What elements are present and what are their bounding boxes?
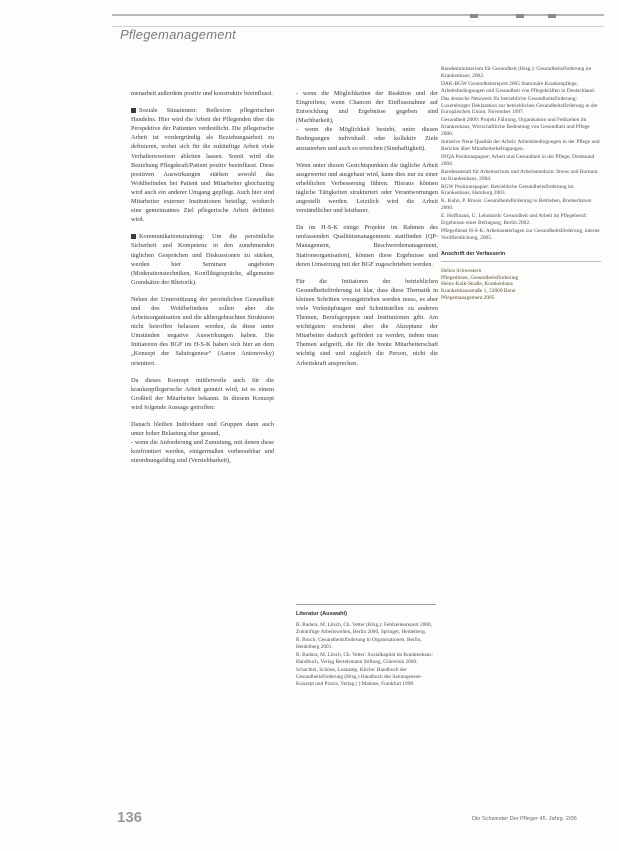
page-number: 136: [117, 809, 143, 826]
paragraph: Danach bleiben Individuen und Gruppen dann auch unter hoher Belastung eher gesund,: [131, 421, 274, 438]
author-heading: Anschrift der Verfasserin: [441, 250, 506, 257]
bullet-square-icon: [131, 234, 136, 239]
reference-item: Bundesministerium für Gesundheit (Hrsg.): Gesundheitsförderung im Krankenhaus, 2002.: [441, 66, 592, 79]
header-mark: [548, 14, 556, 18]
header-mark: [516, 14, 524, 18]
address-line: Heinz-Kalk-Straße, Krankenhaus: [441, 281, 513, 288]
reference-item: BGW Positionspapier: Betriebliche Gesundheitsförderung im Krankenhaus, Hamburg 2003.: [441, 183, 574, 197]
literature-box: [296, 604, 436, 763]
address-line: Krankenhausstraße 1, 53000 Bonn: [441, 288, 516, 295]
literature-heading: Literatur (Auswahl): [296, 611, 347, 617]
author-address: [441, 268, 603, 303]
journal-footer: Die Schwester Der Pfleger 45. Jahrg. 2/06: [472, 816, 577, 822]
literature-item: B. Badura, M. Litsch, Ch. Vetter (Hrsg.): Fehlzeitenreport 2000, Zukünftige Arbeitswelten, Berlin 2000, Springer, Heidelberg.: [296, 622, 432, 635]
address-line: Helios Schwestern: [441, 267, 482, 274]
text-column-right: [441, 66, 603, 302]
paragraph: Für die Initiatoren der betrieblichen Gesundheitsförderung ist klar, dass diese Thematik in kleinen Schritten vorangetrieben werden muss, es aber viele Verknüpfungen und Schnittstellen zu anderen Themen, Berufsgruppen und Institutionen gibt. Am wichtigsten erscheint aber die Akzeptanz der Mitarbeiter dadurch gefördert zu werden, indem man Themen aufgreift, die für die breite Mitarbeiterschaft wichtig sind und zugleich die Person, nicht die Arbeitskraft ansprechen.: [296, 277, 438, 367]
reference-item: Pflegedienst H-S-K: Arbeitsunterlagen zur Gesundheitsförderung, interne Veröffentlichung, 2005.: [441, 227, 600, 241]
author-divider: [441, 261, 601, 262]
reference-item: Gesundheit 2000: Projekt Führung, Organisation und Fehlzeiten im Krankenhaus, Wirtschaftliche Bedeutung von Gesundheit und Pflege 2000.: [441, 117, 590, 138]
reference-list: [441, 66, 603, 242]
header-mark: [470, 14, 478, 18]
reference-item: Initiative Neue Qualität der Arbeit: Arbeitsbedingungen in der Pflege und Berichte über Mitarbeiterbefragungen.: [441, 139, 600, 152]
list-item: - wenn die Möglichkeiten der Reaktion und der Eingreifens, wenn Chancen der Einflussnahme auf Entwicklung und Ergebnisse gegeben sind (Machbarkeit),: [296, 90, 438, 125]
paragraph: Neben der Unterstützung der persönlichen Gesundheit und des Wohlbefindens sollen aber die Arbeitsorganisation und die althergebrachten Strukturen nicht betroffen belassen werden, da diese unter Umständen negative Auswirkungen haben. Die Initiatoren des BGF im H-S-K haben sich hier an dem „Konzept der Salutogenese“ (Aaron Antonovsky) orientiert.: [131, 295, 274, 367]
reference-item: E. Hoffmann, U. Lehnhardt: Gesundheit und Arbeit im Pflegeberuf: Ergebnisse einer Befragung, Berlin 2002.: [441, 213, 588, 227]
text-column-middle: [296, 89, 438, 376]
paragraph: Da im H-S-K einige Projekte im Rahmen des umfassenden Qualitätsmanagements stattfinden (QP-Management, Beschwerdemanagement, Stationsorganisation), können diese Ergebnisse und deren Umsetzung mit der BGF zugeschrieben werden.: [296, 224, 438, 268]
list-item: - wenn die Möglichkeit besteht, unter diesen Bedingungen individuell oder kollektiv Ziele anzustreben und auch so erreichen (Sinnhaftigkeit).: [296, 126, 438, 152]
bullet-square-icon: [131, 108, 136, 113]
literature-item: B. Badura, M. Litsch, Ch. Vetter: Sozialkapital im Krankenhaus; Handbuch, Verlag Bertelsmann Stiftung, Gütersloh 2000.: [296, 652, 433, 665]
address-line: Pflegemanagement 2005: [441, 295, 495, 302]
paragraph-text: Kommunikationstraining: Um die persönliche Sicherheit und Kompetenz in den zunehmenden täglichen Gesprächen und Diskussionen zu stärken, werden hier Seminare angeboten (Moderationstechniken, Konfliktgespräche, allgemeine Grundsätze der Rhetorik).: [131, 233, 274, 286]
reference-item: Bundesanstalt für Arbeitsschutz und Arbeitsmedizin: Stress und Burnout im Krankenhaus, 2004.: [441, 168, 598, 182]
paragraph-text: Soziale Situationen: Reflexion pflegerischen Handelns. Hier wird die Arbeit der Pflegenden über die Perspektive der Patienten verdeutlicht. Die pflegerische Arbeit ist vordergründig als Beziehungsarbeit zu definieren, wobei sich für die zukünftige Arbeit viele Verhaltensweisen ableiten lassen. Somit wird die Beziehung Pflegekraft/Patient positiv beeinflusst. Diese positiven Auswirkungen stärken sowohl das Wohlbefinden bei Patient und Mitarbeiter gleichzeitig wird auch ein anderer Umgang gepflegt. Auch hier sind Mitarbeiter externer Institutionen beteiligt, wodurch eine gemeinsames Ziel pflegerische Arbeit definiert wird.: [131, 107, 274, 224]
reference-item: K. Kuhn, P. Brusis: Gesundheitsförderung in Betrieben, Bremerhaven 2000.: [441, 198, 592, 212]
list-item: - wenn die Anforderung und Zumutung, mit denen diese konfrontiert werden, einigermaßen vorhersehbar und einordnungsfähig sind (Verstehbarkeit),: [131, 439, 274, 465]
literature-list: [296, 622, 436, 688]
paragraph: Da dieses Konzept mittlerweile auch für die krankenpflegerische Arbeit genutzt wird, ist es einem Großteil der Mitarbeiter bekannt. In diesem Konzept wird folgende Aussage getroffen:: [131, 376, 274, 411]
bullet-paragraph: [131, 106, 274, 224]
bullet-paragraph: [131, 232, 274, 287]
paragraph: Wenn unter diesen Gesichtspunkten die tägliche Arbeit ausgewertet und ausgebaut wird, kann dies nur zu einer erheblichen Verbesserung führen. Hieraus können tägliche Tätigkeiten strukturiert oder Verantwortungen angestellt werden. Letztlich wird die Arbeit verständlicher und leistbarer.: [296, 161, 438, 215]
section-title: Pflegemanagement: [120, 27, 236, 42]
reference-item: DAK-BGW Gesundheitsreport 2005 Stationäre Krankenpflege, Arbeitsbedingungen und Gesundheit von Pflegekräften in Deutschland.: [441, 80, 596, 94]
literature-item: Schachtel, Schöne, Loskamp, Kliche: Handbuch der Gesundheitsförderung (Hrsg.) Handbuch des Salutogenese-Konzept und Praxis, Verlag ( ) Mabuse, Frankfurt 1998.: [296, 667, 423, 687]
header-bar: [112, 14, 604, 16]
paragraph: menarbeit außerdem positiv und konstruktiv beeinflusst.: [131, 90, 274, 97]
reference-item: Das deutsche Netzwerk für betriebliche Gesundheitsförderung: Luxemburger Deklaration zur betrieblichen Gesundheitsförderung in der Europäischen Union, November 1997.: [441, 95, 598, 116]
text-column-left: [131, 89, 274, 473]
literature-item: R. Busch: Gesundheitsförderung in Organisationen, Berlin, Heidelberg 2001.: [296, 637, 422, 650]
reference-item: INQA Positionspapier: Arbeit und Gesundheit in der Pflege, Dortmund 2004.: [441, 153, 595, 167]
address-line: Pflegedienst, Gesundheitsförderung: [441, 274, 519, 281]
